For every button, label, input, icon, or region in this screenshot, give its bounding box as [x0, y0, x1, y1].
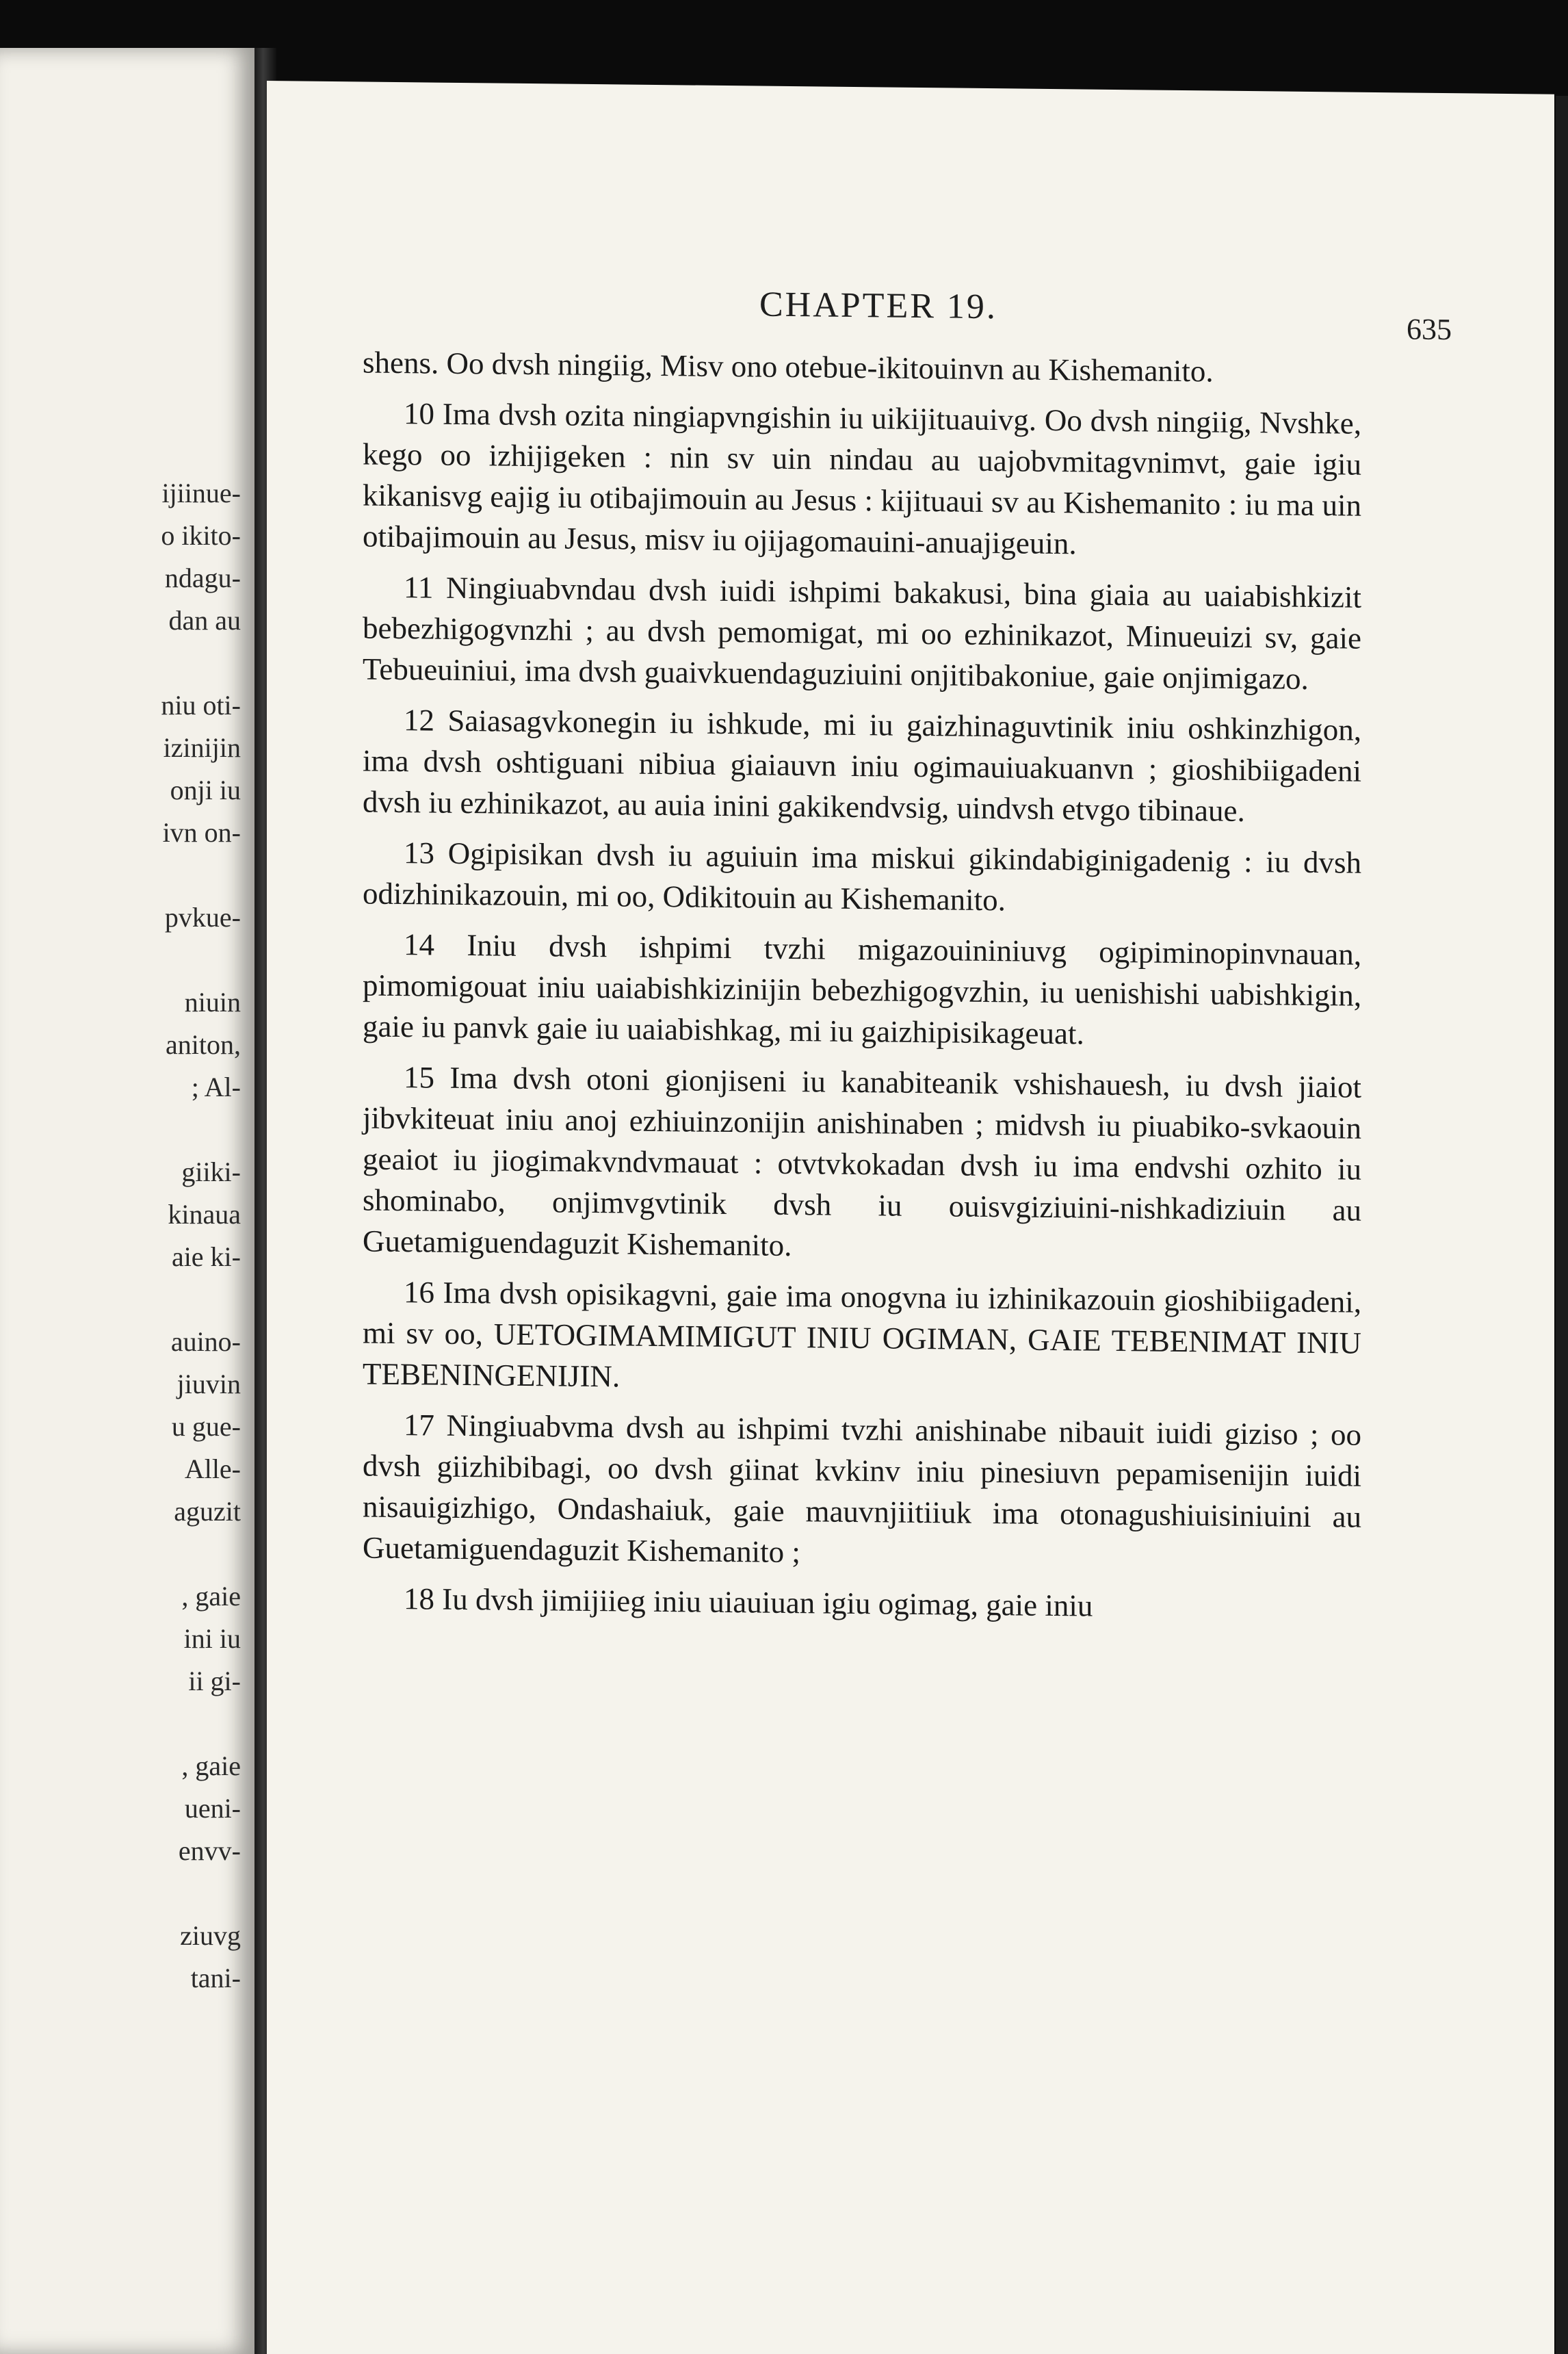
verse-text: Iu dvsh jimijiieg iniu uiauiuan igiu ogimag, gaie iniu	[442, 1581, 1093, 1623]
verse-text: Ogipisikan dvsh iu aguiuin ima miskui gikindabiginigadenig : iu dvsh odizhinikazouin, mi oo, Odikitouin au Kishemanito.	[363, 836, 1362, 918]
verse-text: Iniu dvsh ishpimi tvzhi migazouininiuvg ogipiminopinvnauan, pimomigouat iniu uaiabishkizinijin bebezhigogvzhin, iu uenishishi uabishkigin, gaie iu panvk gaie iu uaiabishkag, mi iu gaizhipisikageuat.	[363, 928, 1362, 1051]
left-page-line: ziuvg	[180, 1920, 241, 1951]
left-page-line: ijiinue-	[161, 478, 241, 508]
left-page-line: niuin	[184, 987, 241, 1018]
left-page-line: jiuvin	[177, 1369, 241, 1399]
page-header	[267, 279, 1554, 348]
verse-number: 14	[404, 927, 434, 962]
left-page-line: o ikito-	[161, 520, 241, 551]
verse-number: 18	[404, 1581, 434, 1616]
left-page-text	[104, 472, 241, 2000]
verse-number: 10	[404, 396, 434, 431]
left-page-line: ndagu-	[164, 562, 241, 593]
verse-paragraph	[363, 923, 1361, 1057]
verse-number: 13	[404, 836, 434, 870]
left-page-line: Alle-	[184, 1453, 241, 1484]
left-page-line: kinaua	[168, 1199, 241, 1230]
verse-text: Ima dvsh otoni gionjiseni iu kanabiteanik vshishauesh, iu dvsh jiaiot jibvkiteuat iniu anoj ezhiuinzonijin anishinaben ; midvsh iu piuabiko-svkaouin geaiot iu jiogimakvndvmauat : otvtvkokadan dvsh iu ima endvshi ozhito iu shominabo, onjimvgvtinik dvsh iu ouisvgiziuini-nishkadiziuin au Guetamiguendaguzit Kishemanito.	[363, 1060, 1362, 1263]
left-page-gap	[104, 1109, 241, 1151]
right-page	[267, 81, 1554, 2354]
verse-text: Saiasagvkonegin iu ishkude, mi iu gaizhinaguvtinik iniu oshkinzhigon, ima dvsh oshtiguani nibiua giaiauvn iniu ogimauiuakuanvn ; gioshibiigadeni dvsh iu ezhinikazot, au auia inini gakikendvsig, uindvsh etvgo tibinaue.	[363, 703, 1361, 828]
left-page-gap	[104, 642, 241, 684]
verse-paragraph	[363, 699, 1361, 832]
left-page-gap	[104, 939, 241, 981]
left-page-line: ivn on-	[162, 817, 241, 848]
left-page-line: giiki-	[181, 1156, 241, 1187]
left-page-line: onji iu	[170, 775, 241, 805]
left-page-line: dan au	[168, 605, 241, 636]
left-page-gap	[104, 1278, 241, 1321]
running-head: CHAPTER 19.	[759, 285, 997, 327]
verse-paragraph	[363, 392, 1361, 567]
verse-number: 17	[404, 1408, 434, 1443]
left-page-line: u gue-	[171, 1411, 241, 1442]
left-page-line: ii gi-	[188, 1666, 241, 1696]
body-text	[363, 341, 1361, 1638]
verse-paragraph	[363, 831, 1361, 924]
verse-text: Ningiuabvma dvsh au ishpimi tvzhi anishinabe nibauit iuidi giziso ; oo dvsh giizhibibagi, oo dvsh giinat kvkinv iniu pinesiuvn pepamisenijin iuidi nisauigizhigo, Ondashaiuk, gaie mauvnjiitiiuk ima otonagushiuisiniuini au Guetamiguendaguzit Kishemanito ;	[363, 1408, 1361, 1570]
left-page-line: , gaie	[181, 1750, 241, 1781]
verse-number: 11	[404, 570, 434, 605]
left-page-gap	[104, 854, 241, 896]
left-page-line: ; Al-	[191, 1072, 241, 1102]
verse-paragraph	[363, 1577, 1361, 1629]
page-edge-shadow	[1556, 96, 1568, 2354]
left-page-line: tani-	[190, 1963, 241, 1993]
verse-text: shens. Oo dvsh ningiig, Misv ono otebue-ikitouinvn au Kishemanito.	[363, 345, 1214, 389]
verse-paragraph	[363, 1271, 1361, 1404]
left-page-line: , gaie	[181, 1581, 241, 1612]
left-page	[0, 48, 254, 2354]
left-page-gap	[104, 1703, 241, 1745]
page-number: 635	[1407, 312, 1452, 347]
verse-text: Ima dvsh ozita ningiapvngishin iu uikijituauivg. Oo dvsh ningiig, Nvshke, kego oo izhijigeken : nin sv uin nindau au uajobvmitagvnimvt, gaie igiu kikanisvg eajig iu otibajimouin au Jesus : kijituaui sv au Kishemanito : iu ma uin otibajimouin au Jesus, misv iu ojijagomauini-anuajigeuin.	[363, 396, 1361, 561]
left-page-line: izinijin	[163, 732, 241, 763]
verse-number: 12	[404, 703, 434, 738]
left-page-line: pvkue-	[164, 902, 241, 933]
verse-number: 16	[404, 1275, 434, 1310]
left-page-line: aguzit	[174, 1496, 241, 1527]
verse-paragraph	[363, 566, 1361, 699]
left-page-line: niu oti-	[161, 690, 241, 721]
left-page-line: auino-	[170, 1326, 241, 1357]
left-page-line: aie ki-	[171, 1241, 241, 1272]
verse-text: Ningiuabvndau dvsh iuidi ishpimi bakakusi, bina giaia au uaiabishkizit bebezhigogvnzhi ; au dvsh pemomigat, mi oo ezhinikazot, Minueuizi sv, gaie Tebueuiniui, ima dvsh guaivkuendaguziuini onjitibakoniue, gaie onjimigazo.	[363, 570, 1362, 696]
verse-paragraph	[363, 1404, 1361, 1578]
left-page-gap	[104, 1872, 241, 1915]
left-page-gap	[104, 1533, 241, 1575]
verse-number: 15	[404, 1060, 434, 1095]
continued-paragraph	[363, 341, 1361, 393]
left-page-line: ueni-	[184, 1793, 241, 1824]
verse-text: Ima dvsh opisikagvni, gaie ima onogvna iu izhinikazouin gioshibiigadeni, mi sv oo, UETOGIMAMIMIGUT INIU OGIMAN, GAIE TEBENIMAT INIU TEBENINGENIJIN.	[363, 1275, 1361, 1394]
left-page-line: aniton,	[166, 1029, 241, 1060]
verse-paragraph	[363, 1056, 1361, 1271]
left-page-line: ini iu	[183, 1623, 241, 1654]
left-page-line: envv-	[178, 1835, 241, 1866]
